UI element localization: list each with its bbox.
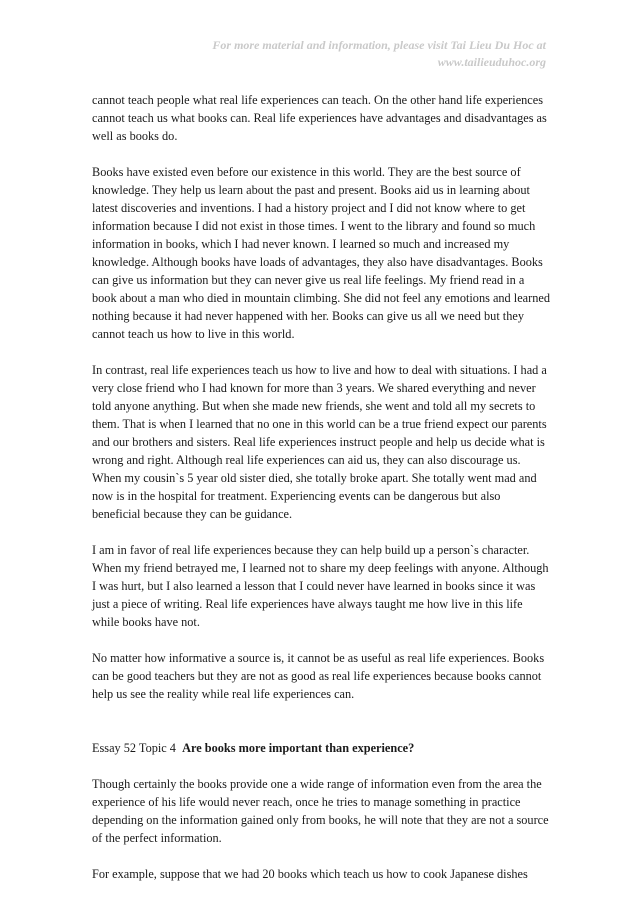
essay-title: Are books more important than experience? <box>182 741 415 755</box>
essay-number: Essay 52 Topic 4 <box>92 741 176 755</box>
paragraph-2: Books have existed even before our existence in this world. They are the best source of knowledge. They help us learn about the past and present. Books aid us in learning about latest discoveries and inventions. I had a history project and I did not know where to get information because I did not exist in those times. I went to the library and found so much information in books, which I had never known. I learned so much and increased my knowledge. Although books have loads of advantages, they also have disadvantages. Books can give us information but they can never give us real life feelings. My friend read in a book about a man who died in mountain climbing. She did not feel any emotions and learned nothing because it had never happened with her. Books can give us all we need but they cannot teach us how to live in this world. <box>92 165 550 341</box>
page-header <box>146 37 546 71</box>
paragraph-4: I am in favor of real life experiences because they can help build up a person`s character. When my friend betrayed me, I learned not to share my deep feelings with anyone. Although I was hurt, but I also learned a lesson that I could never have learned in books since it was just a piece of writing. Real life experiences have always taught me how live in this life while books have not. <box>92 543 549 629</box>
header-line-1: For more material and information, please visit Tai Lieu Du Hoc at <box>212 38 546 52</box>
paragraph-3: In contrast, real life experiences teach us how to live and how to deal with situations. I had a very close friend who I had known for more than 3 years. We shared everything and never told anyone anything. But when she made new friends, she went and told all my secrets to them. That is when I learned that no one in this world can be a true friend expect our parents and our brothers and sisters. Real life experiences instruct people and help us decide what is wrong and right. Although real life experiences can aid us, they can also discourage us. When my cousin`s 5 year old sister died, she totally broke apart. She totally went mad and now is in the hospital for treatment. Experiencing events can be dangerous but also beneficial because they can be guidance. <box>92 363 547 521</box>
essay-paragraph-2: For example, suppose that we had 20 books which teach us how to cook Japanese dishes <box>92 867 528 881</box>
header-line-2: www.tailieuduhoc.org <box>437 55 546 69</box>
essay-paragraph-1: Though certainly the books provide one a wide range of information even from the area the experience of his life would never reach, once he tries to manage something in practice depending on the information gained only from books, he will note that they are not a source of the perfect information. <box>92 777 549 845</box>
essay-heading <box>92 739 550 757</box>
document-body <box>92 91 550 901</box>
paragraph-1: cannot teach people what real life experiences can teach. On the other hand life experiences cannot teach us what books can. Real life experiences have advantages and disadvantages as well as books do. <box>92 93 547 143</box>
paragraph-5: No matter how informative a source is, it cannot be as useful as real life experiences. Books can be good teachers but they are not as good as real life experiences because books cannot help us see the reality while real life experiences can. <box>92 651 545 701</box>
